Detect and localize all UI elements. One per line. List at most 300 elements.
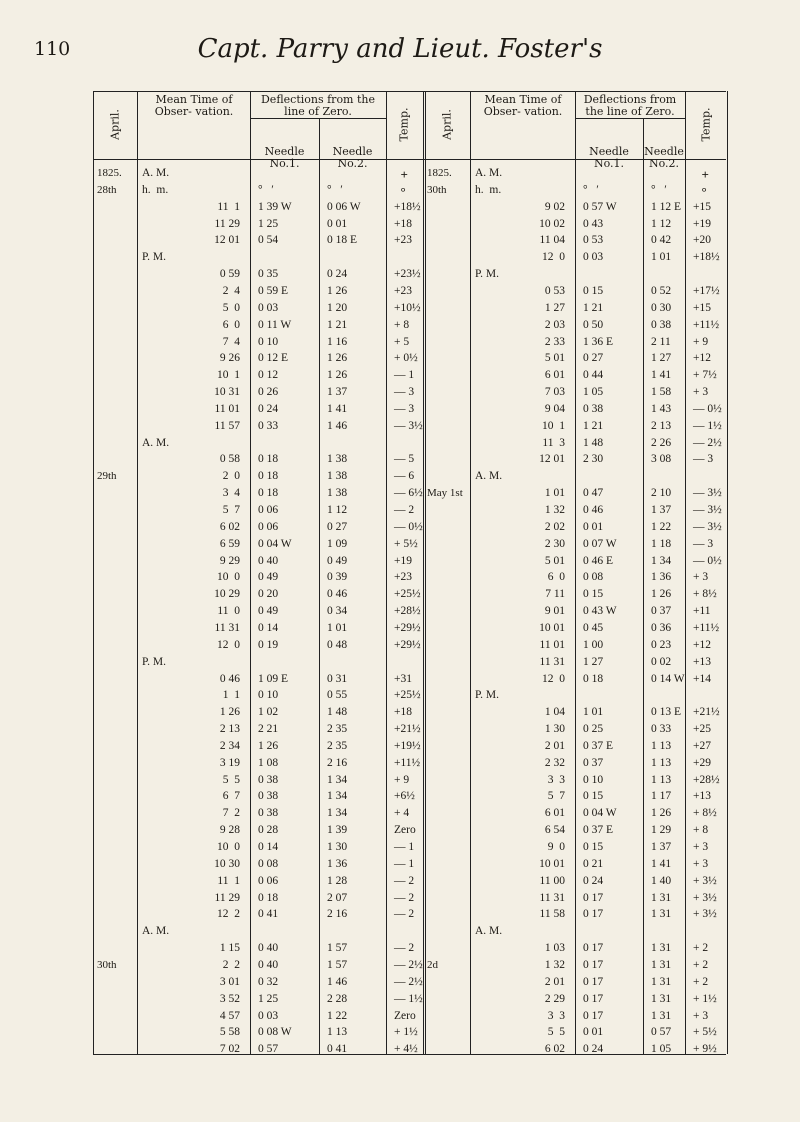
cell-left-tp: — 3½ <box>394 419 423 432</box>
cell-right-t: 10 01 <box>539 621 565 634</box>
cell-left-n2: 1 26 <box>327 369 348 382</box>
header-needle1-right: Needle No.1. <box>589 145 629 170</box>
cell-left-t: 1 1 <box>222 689 240 702</box>
cell-left-t: 0 46 <box>219 672 240 685</box>
cell-left-tp: — 2 <box>394 891 415 904</box>
cell-right-n2: 1 12 <box>651 217 672 230</box>
cell-left-n2: 1 12 <box>327 504 348 516</box>
cell-left-tp: + <box>400 167 408 182</box>
cell-right-n2: 1 22 <box>651 520 672 533</box>
cell-left-t: h. m. <box>142 183 169 196</box>
cell-left-n2: 1 28 <box>327 874 348 887</box>
cell-left-n1: 0 38 <box>258 773 279 786</box>
cell-right-n2: 2 10 <box>651 487 672 500</box>
cell-right-n2: 0 23 <box>651 638 672 651</box>
cell-left-n1: 1 26 <box>258 739 279 752</box>
cell-right-n2: 2 11 <box>651 335 671 348</box>
date-marker-left: 1825. <box>97 167 122 179</box>
cell-right-n1: 0 37 E <box>583 739 614 752</box>
cell-left-n1: 0 33 <box>258 419 279 432</box>
cell-right-n2: 1 43 <box>651 402 672 415</box>
cell-right-n1: 1 05 <box>583 386 604 399</box>
cell-right-n1: 0 15 <box>583 790 604 803</box>
cell-right-n2: ° ′ <box>651 183 667 196</box>
cell-right-n1: 1 48 <box>583 436 604 449</box>
cell-left-tp: +18½ <box>394 200 421 213</box>
cell-left-n2: 0 39 <box>327 571 348 584</box>
cell-left-n2: 1 57 <box>327 958 348 971</box>
cell-right-n2: 0 38 <box>651 318 672 331</box>
cell-left-n2: 0 34 <box>327 605 348 618</box>
cell-left-t: 5 0 <box>222 301 240 314</box>
cell-left-tp: +18 <box>394 217 412 230</box>
cell-right-n1: 0 43 W <box>583 605 617 618</box>
cell-left-n1: 1 02 <box>258 706 279 719</box>
cell-left-t: 9 29 <box>219 554 240 567</box>
cell-left-n1: 0 35 <box>258 268 279 281</box>
cell-left-t: 3 4 <box>222 487 240 500</box>
cell-right-n1: 0 27 <box>583 352 604 365</box>
cell-left-n2: 0 41 <box>327 1043 348 1056</box>
cell-right-n1: 0 25 <box>583 723 604 736</box>
cell-right-t: 5 5 <box>547 1026 565 1039</box>
cell-left-tp: + 5 <box>394 335 410 348</box>
cell-left-t: 1 26 <box>219 706 240 719</box>
cell-right-n2: 1 34 <box>651 554 672 567</box>
cell-left-n1: 0 18 <box>258 470 279 483</box>
cell-right-n2: 1 26 <box>651 588 672 601</box>
cell-right-tp: + 9 <box>693 335 709 348</box>
header-temp-left: Temp. <box>397 107 411 142</box>
cell-right-t: 1 03 <box>544 942 565 955</box>
date-marker-right: 2d <box>427 958 438 971</box>
cell-right-n2: 0 30 <box>651 301 672 314</box>
cell-left-n2: 1 34 <box>327 807 348 820</box>
cell-left-tp: +18 <box>394 706 412 719</box>
cell-right-n1: 1 00 <box>583 638 604 651</box>
cell-right-n1: 0 17 <box>583 975 604 988</box>
cell-right-t: P. M. <box>475 268 499 281</box>
cell-left-n1: 0 38 <box>258 807 279 820</box>
cell-right-n2: 1 36 <box>651 571 672 584</box>
cell-left-n1: 0 06 <box>258 874 279 887</box>
cell-left-tp: — 5 <box>394 453 415 466</box>
cell-right-n2: 1 31 <box>651 1009 672 1022</box>
cell-left-t: 11 29 <box>214 217 240 230</box>
cell-right-n1: 0 53 <box>583 234 604 247</box>
cell-right-t: 6 01 <box>544 369 565 382</box>
cell-right-n1: 0 08 <box>583 571 604 584</box>
cell-left-n1: 0 57 <box>258 1043 279 1056</box>
cell-right-t: 1 27 <box>544 301 565 314</box>
cell-right-t: A. M. <box>475 470 503 483</box>
cell-left-t: A. M. <box>142 436 170 449</box>
cell-right-t: 5 01 <box>544 352 565 365</box>
cell-left-t: 10 31 <box>214 386 240 399</box>
cell-left-t: 5 7 <box>222 504 240 516</box>
cell-right-t: P. M. <box>475 689 499 702</box>
cell-left-tp: +28½ <box>394 605 421 618</box>
cell-right-n2: 0 14 W <box>651 672 685 685</box>
cell-right-n2: 1 18 <box>651 537 672 550</box>
cell-right-tp: +11½ <box>693 318 720 331</box>
cell-right-n2: 1 31 <box>651 942 672 955</box>
cell-right-n1: 0 17 <box>583 891 604 904</box>
cell-left-tp: — 1 <box>394 857 415 870</box>
cell-left-n2: 0 31 <box>327 672 348 685</box>
cell-left-n2: 1 48 <box>327 706 348 719</box>
cell-left-tp: — 2 <box>394 942 415 955</box>
cell-right-n1: 0 37 <box>583 756 604 769</box>
cell-right-n1: 0 38 <box>583 402 604 415</box>
cell-left-n2: 0 48 <box>327 638 348 651</box>
cell-right-tp: + 5½ <box>693 1026 717 1039</box>
cell-right-n2: 1 58 <box>651 386 672 399</box>
cell-right-tp: — 0½ <box>693 402 722 415</box>
cell-right-n1: 0 04 W <box>583 807 617 820</box>
cell-right-n1: ° ′ <box>583 183 599 196</box>
cell-right-tp: + 3 <box>693 1009 709 1022</box>
cell-right-n2: 2 13 <box>651 419 672 432</box>
cell-left-t: 12 0 <box>217 638 240 651</box>
header-needle2-right: Needle No.2. <box>644 145 684 170</box>
cell-right-tp: — 2½ <box>693 436 722 449</box>
cell-right-n2: 0 52 <box>651 284 672 297</box>
cell-right-tp: +14 <box>693 672 711 685</box>
cell-right-n2: 0 02 <box>651 655 672 668</box>
cell-left-t: 9 26 <box>219 352 240 365</box>
cell-left-t: 11 0 <box>217 605 240 618</box>
cell-right-n1: 1 21 <box>583 419 604 432</box>
cell-left-tp: — 1 <box>394 369 415 382</box>
cell-left-n1: 0 38 <box>258 790 279 803</box>
cell-left-t: 5 5 <box>222 773 240 786</box>
cell-right-n1: 0 50 <box>583 318 604 331</box>
cell-right-t: 11 3 <box>542 436 565 449</box>
cell-left-n1: 0 49 <box>258 605 279 618</box>
cell-right-t: 0 53 <box>544 284 565 297</box>
cell-left-n1: 0 10 <box>258 335 279 348</box>
cell-left-n1: 0 59 E <box>258 284 289 297</box>
cell-left-tp: + 5½ <box>394 537 418 550</box>
cell-left-tp: + 9 <box>394 773 410 786</box>
cell-right-t: 1 32 <box>544 958 565 971</box>
cell-right-n1: 0 01 <box>583 1026 604 1039</box>
cell-right-n2: 3 08 <box>651 453 672 466</box>
cell-left-n1: 0 03 <box>258 1009 279 1022</box>
cell-right-n1: 0 24 <box>583 874 604 887</box>
cell-right-n2: 1 41 <box>651 369 672 382</box>
cell-right-t: 9 02 <box>544 200 565 213</box>
date-marker-right: 30th <box>427 183 447 196</box>
cell-right-n1: 0 15 <box>583 841 604 853</box>
cell-left-n2: 0 55 <box>327 689 348 702</box>
cell-left-n1: 0 40 <box>258 554 279 567</box>
cell-right-n2: 1 26 <box>651 807 672 820</box>
cell-left-n1: 0 26 <box>258 386 279 399</box>
cell-left-n1: 0 08 <box>258 857 279 870</box>
cell-left-n1: 0 18 <box>258 487 279 500</box>
cell-right-tp: +15 <box>693 200 711 213</box>
cell-left-t: 10 29 <box>214 588 240 601</box>
cell-left-n2: 1 26 <box>327 352 348 365</box>
cell-right-n2: 1 31 <box>651 975 672 988</box>
cell-left-t: A. M. <box>142 167 170 179</box>
cell-right-t: 1 32 <box>544 504 565 516</box>
cell-right-tp: + 3½ <box>693 908 717 921</box>
cell-left-n2: 1 34 <box>327 790 348 803</box>
cell-left-tp: — 0½ <box>394 520 423 533</box>
cell-left-n1: 1 08 <box>258 756 279 769</box>
cell-right-t: 6 54 <box>544 824 565 837</box>
cell-right-t: 11 04 <box>539 234 565 247</box>
page-header <box>0 34 800 68</box>
cell-left-n2: 2 35 <box>327 723 348 736</box>
cell-left-t: 6 02 <box>219 520 240 533</box>
cell-right-tp: +20 <box>693 234 711 247</box>
cell-left-n1: 0 41 <box>258 908 279 921</box>
cell-right-n1: 0 37 E <box>583 824 614 837</box>
cell-right-tp: +11½ <box>693 621 720 634</box>
cell-right-n1: 2 30 <box>583 453 604 466</box>
cell-left-n1: 0 40 <box>258 958 279 971</box>
cell-left-t: 11 1 <box>217 874 240 887</box>
cell-right-t: 2 29 <box>544 992 565 1005</box>
cell-left-n1: 0 40 <box>258 942 279 955</box>
cell-left-n2: 0 27 <box>327 520 348 533</box>
cell-right-tp: + 3 <box>693 857 709 870</box>
cell-left-tp: — 2 <box>394 504 415 516</box>
cell-left-n2: 1 13 <box>327 1026 348 1039</box>
cell-left-n2: 1 16 <box>327 335 348 348</box>
deflections-rule-right <box>575 118 685 119</box>
cell-left-n1: 1 39 W <box>258 200 292 213</box>
cell-left-n2: 0 24 <box>327 268 348 281</box>
cell-left-n2: 2 16 <box>327 756 348 769</box>
cell-left-n2: 1 46 <box>327 419 348 432</box>
cell-left-n2: 0 01 <box>327 217 348 230</box>
cell-left-tp: +29½ <box>394 621 421 634</box>
cell-right-t: 2 30 <box>544 537 565 550</box>
cell-right-tp: +19 <box>693 217 711 230</box>
cell-left-t: 10 0 <box>217 841 240 853</box>
cell-left-n1: 0 20 <box>258 588 279 601</box>
cell-right-t: 11 00 <box>539 874 565 887</box>
cell-left-n1: 0 06 <box>258 520 279 533</box>
cell-left-n2: 0 06 W <box>327 200 361 213</box>
cell-left-t: 12 01 <box>214 234 240 247</box>
cell-right-n1: 1 36 E <box>583 335 614 348</box>
cell-left-tp: + 1½ <box>394 1026 418 1039</box>
cell-left-t: 0 59 <box>219 268 240 281</box>
cell-left-n2: 1 22 <box>327 1009 348 1022</box>
cell-left-tp: +23 <box>394 234 412 247</box>
cell-right-n2: 1 13 <box>651 756 672 769</box>
cell-right-tp: + 2 <box>693 975 709 988</box>
cell-left-tp: + 8 <box>394 318 410 331</box>
cell-right-n2: 1 17 <box>651 790 672 803</box>
cell-left-t: 2 2 <box>222 958 240 971</box>
cell-left-n2: 1 41 <box>327 402 348 415</box>
cell-right-n2: 1 41 <box>651 857 672 870</box>
cell-left-n1: 0 19 <box>258 638 279 651</box>
cell-left-n1: 0 24 <box>258 402 279 415</box>
cell-right-t: 9 01 <box>544 605 565 618</box>
cell-left-tp: — 2½ <box>394 975 423 988</box>
cell-right-n2: 1 31 <box>651 891 672 904</box>
cell-left-t: 2 0 <box>222 470 240 483</box>
cell-left-n2: 0 49 <box>327 554 348 567</box>
cell-left-n1: 1 25 <box>258 992 279 1005</box>
header-needle1-left: Needle No.1. <box>264 145 305 170</box>
cell-left-n2: 2 16 <box>327 908 348 921</box>
cell-left-tp: +21½ <box>394 723 421 736</box>
cell-right-n2: 1 31 <box>651 908 672 921</box>
cell-left-tp: — 2½ <box>394 958 423 971</box>
cell-left-n2: 1 38 <box>327 453 348 466</box>
cell-right-t: 1 01 <box>544 487 565 500</box>
cell-left-t: 10 1 <box>217 369 240 382</box>
table-row <box>0 1043 800 1063</box>
cell-left-tp: + 4½ <box>394 1043 418 1056</box>
cell-right-t: 2 33 <box>544 335 565 348</box>
cell-right-tp: + 1½ <box>693 992 717 1005</box>
cell-left-t: 9 28 <box>219 824 240 837</box>
cell-right-tp: + 3 <box>693 571 709 584</box>
cell-left-t: 3 19 <box>219 756 240 769</box>
cell-left-n2: 1 38 <box>327 470 348 483</box>
cell-right-t: 11 31 <box>539 655 565 668</box>
cell-right-tp: +25 <box>693 723 711 736</box>
cell-left-n2: 1 39 <box>327 824 348 837</box>
cell-right-t: A. M. <box>475 167 503 179</box>
cell-left-tp: +11½ <box>394 756 421 769</box>
cell-right-t: 2 03 <box>544 318 565 331</box>
cell-right-n1: 0 43 <box>583 217 604 230</box>
cell-left-tp: — 6 <box>394 470 415 483</box>
cell-left-n2: 1 09 <box>327 537 348 550</box>
cell-left-n1: 0 14 <box>258 841 279 853</box>
cell-right-n2: 1 31 <box>651 958 672 971</box>
cell-left-tp: ° <box>400 183 406 199</box>
cell-right-t: 6 02 <box>544 1043 565 1056</box>
cell-right-n1: 0 15 <box>583 588 604 601</box>
date-marker-left: 30th <box>97 958 117 971</box>
cell-left-n1: 2 21 <box>258 723 279 736</box>
cell-right-n1: 0 21 <box>583 857 604 870</box>
cell-left-n2: 1 26 <box>327 284 348 297</box>
cell-right-n2: 1 29 <box>651 824 672 837</box>
cell-left-n1: 0 12 E <box>258 352 289 365</box>
cell-left-n1: 0 49 <box>258 571 279 584</box>
header-deflections-left: Deflections from the line of Zero. <box>260 93 376 118</box>
cell-left-tp: + 0½ <box>394 352 418 365</box>
cell-right-t: 3 3 <box>547 1009 565 1022</box>
cell-right-n2: 1 12 E <box>651 200 682 213</box>
page-number: 110 <box>34 38 71 60</box>
cell-left-n2: 0 46 <box>327 588 348 601</box>
cell-right-tp: +11 <box>693 605 711 618</box>
cell-right-t: 1 30 <box>544 723 565 736</box>
cell-right-n2: 1 13 <box>651 773 672 786</box>
cell-right-t: 2 01 <box>544 739 565 752</box>
cell-right-n1: 0 18 <box>583 672 604 685</box>
cell-left-tp: +23 <box>394 284 412 297</box>
cell-left-n1: 0 04 W <box>258 537 292 550</box>
cell-left-n1: 1 25 <box>258 217 279 230</box>
cell-right-n1: 0 46 E <box>583 554 614 567</box>
cell-left-tp: — 2 <box>394 908 415 921</box>
cell-right-t: 11 31 <box>539 891 565 904</box>
cell-right-n2: 0 42 <box>651 234 672 247</box>
cell-left-n2: 1 37 <box>327 386 348 399</box>
cell-left-n2: 2 35 <box>327 739 348 752</box>
cell-right-tp: +18½ <box>693 251 720 264</box>
cell-right-t: A. M. <box>475 925 503 938</box>
cell-left-tp: — 3 <box>394 386 415 399</box>
cell-left-n2: 1 46 <box>327 975 348 988</box>
cell-right-n2: 0 13 E <box>651 706 682 719</box>
cell-right-t: 9 04 <box>544 402 565 415</box>
cell-right-n1: 0 57 W <box>583 200 617 213</box>
cell-left-tp: +25½ <box>394 588 421 601</box>
cell-right-tp: — 3 <box>693 453 714 466</box>
cell-left-t: P. M. <box>142 251 166 264</box>
cell-left-t: 4 57 <box>219 1009 240 1022</box>
cell-left-t: 2 13 <box>219 723 240 736</box>
cell-right-tp: + 8½ <box>693 807 717 820</box>
cell-right-tp: + 8 <box>693 824 709 837</box>
cell-left-n2: 2 07 <box>327 891 348 904</box>
cell-right-t: 10 1 <box>542 419 565 432</box>
cell-right-t: 9 0 <box>547 841 565 853</box>
cell-right-tp: +29 <box>693 756 711 769</box>
cell-left-n2: 1 38 <box>327 487 348 500</box>
date-marker-right: May 1st <box>427 487 463 500</box>
cell-right-tp: + <box>701 167 709 182</box>
cell-left-t: 11 1 <box>217 200 240 213</box>
cell-left-tp: +23½ <box>394 268 421 281</box>
cell-left-t: 7 02 <box>219 1043 240 1056</box>
cell-right-t: 5 01 <box>544 554 565 567</box>
cell-right-n1: 0 17 <box>583 992 604 1005</box>
cell-right-n2: 0 57 <box>651 1026 672 1039</box>
cell-right-tp: +12 <box>693 352 711 365</box>
deflections-rule-left <box>250 118 386 119</box>
cell-left-t: 7 2 <box>222 807 240 820</box>
cell-left-tp: +6½ <box>394 790 415 803</box>
cell-left-tp: — 6½ <box>394 487 423 500</box>
cell-left-tp: +23 <box>394 571 412 584</box>
cell-right-tp: + 9½ <box>693 1043 717 1056</box>
cell-right-n2: 1 01 <box>651 251 672 264</box>
cell-right-t: 10 01 <box>539 857 565 870</box>
cell-right-n2: 1 31 <box>651 992 672 1005</box>
cell-left-n1: 0 18 <box>258 453 279 466</box>
cell-right-tp: — 1½ <box>693 419 722 432</box>
cell-left-n2: 1 01 <box>327 621 348 634</box>
cell-left-n1: 0 10 <box>258 689 279 702</box>
cell-right-tp: ° <box>701 183 707 199</box>
header-deflections-right: Deflections from the line of Zero. <box>583 93 677 118</box>
cell-left-n2: 1 30 <box>327 841 348 853</box>
cell-right-n1: 1 27 <box>583 655 604 668</box>
cell-left-n1: 0 06 <box>258 504 279 516</box>
cell-left-t: 0 58 <box>219 453 240 466</box>
cell-left-n1: 0 14 <box>258 621 279 634</box>
cell-left-n1: 0 28 <box>258 824 279 837</box>
cell-left-t: P. M. <box>142 655 166 668</box>
